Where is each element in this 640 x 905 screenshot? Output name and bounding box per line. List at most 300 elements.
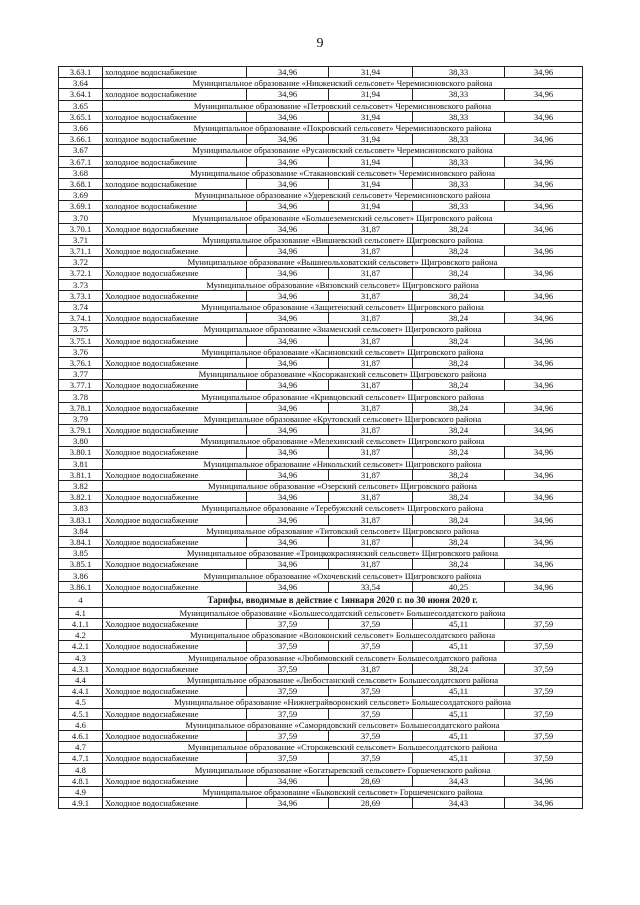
tariff-value-4: 34,96 [505,581,583,592]
service-name: Холодное водоснабжение [103,335,247,346]
tariff-value-4: 34,96 [505,223,583,234]
row-code: 3.82 [59,480,103,491]
municipality-title: Муниципальное образование «Удеревский сельсовет» Черемисиновского района [103,190,583,201]
municipality-row [59,234,583,245]
row-code: 3.79.1 [59,425,103,436]
tariff-value-1: 34,96 [247,536,329,547]
tariff-value-1: 34,96 [247,559,329,570]
tariff-value-4: 34,96 [505,201,583,212]
tariff-value-1: 34,96 [247,469,329,480]
tariff-value-1: 34,96 [247,492,329,503]
municipality-title: Муниципальное образование «Вишневский сельсовет» Щигровского района [103,234,583,245]
row-code: 4.7 [59,742,103,753]
tariff-value-2: 31,94 [329,156,413,167]
tariff-value-4: 34,96 [505,380,583,391]
tariff-row [59,730,583,741]
tariff-value-3: 34,43 [413,775,505,786]
municipality-row [59,369,583,380]
row-code: 3.72.1 [59,268,103,279]
service-name: Холодное водоснабжение [103,380,247,391]
row-code: 3.70 [59,212,103,223]
municipality-row [59,436,583,447]
municipality-title: Муниципальное образование «Покровский сельсовет» Черемисиновского района [103,122,583,133]
tariff-value-3: 38,33 [413,67,505,78]
row-code: 3.70.1 [59,223,103,234]
service-name: Холодное водоснабжение [103,514,247,525]
tariff-value-3: 38,24 [413,268,505,279]
row-code: 3.69 [59,190,103,201]
tariff-value-3: 38,24 [413,290,505,301]
tariff-row [59,775,583,786]
tariff-value-2: 31,94 [329,111,413,122]
municipality-title: Муниципальное образование «Титовский сельсовет» Щигровского района [103,525,583,536]
tariff-value-4: 34,96 [505,469,583,480]
tariff-value-1: 34,96 [247,201,329,212]
municipality-title: Муниципальное образование «Никольский сельсовет» Щигровского района [103,458,583,469]
row-code: 3.68.1 [59,178,103,189]
municipality-row [59,697,583,708]
tariff-row [59,134,583,145]
tariff-value-3: 38,33 [413,156,505,167]
municipality-title: Муниципальное образование «Нижнеграйворонский сельсовет» Большесолдатского района [103,697,583,708]
tariff-value-1: 34,96 [247,514,329,525]
row-code: 4.9.1 [59,798,103,809]
tariff-value-3: 38,33 [413,134,505,145]
service-name: холодное водоснабжение [103,111,247,122]
tariff-row [59,335,583,346]
municipality-row [59,764,583,775]
municipality-row [59,346,583,357]
service-name: Холодное водоснабжение [103,619,247,630]
service-name: Холодное водоснабжение [103,357,247,368]
tariff-value-2: 37,59 [329,730,413,741]
row-code: 3.86.1 [59,581,103,592]
municipality-title: Муниципальное образование «Охочевский сельсовет» Щигровского района [103,570,583,581]
row-code: 4.1.1 [59,619,103,630]
row-code: 3.78.1 [59,402,103,413]
tariff-row [59,536,583,547]
municipality-row [59,413,583,424]
tariff-value-1: 34,96 [247,775,329,786]
municipality-title: Муниципальное образование «Стакановский сельсовет» Черемисиновского района [103,167,583,178]
tariff-value-4: 34,96 [505,290,583,301]
row-code: 3.84.1 [59,536,103,547]
municipality-row [59,607,583,618]
tariff-value-3: 38,24 [413,469,505,480]
row-code: 3.83 [59,503,103,514]
tariff-row [59,402,583,413]
municipality-title: Муниципальное образование «Любимовский сельсовет» Большесолдатского района [103,652,583,663]
municipality-row [59,570,583,581]
service-name: Холодное водоснабжение [103,730,247,741]
municipality-row [59,100,583,111]
municipality-row [59,301,583,312]
tariff-value-3: 40,25 [413,581,505,592]
tariff-value-3: 34,43 [413,798,505,809]
service-name: Холодное водоснабжение [103,798,247,809]
row-code: 4.3.1 [59,663,103,674]
municipality-row [59,719,583,730]
row-code: 3.65 [59,100,103,111]
tariff-value-3: 38,24 [413,425,505,436]
service-name: Холодное водоснабжение [103,663,247,674]
row-code: 3.71.1 [59,246,103,257]
tariff-value-1: 37,59 [247,619,329,630]
tariff-value-2: 31,87 [329,357,413,368]
row-code: 4.6 [59,719,103,730]
tariff-row [59,178,583,189]
municipality-title: Муниципальное образование «Петровский сельсовет» Черемисиновского района [103,100,583,111]
tariff-value-4: 34,96 [505,447,583,458]
service-name: Холодное водоснабжение [103,641,247,652]
municipality-row [59,548,583,559]
tariff-row [59,357,583,368]
service-name: холодное водоснабжение [103,201,247,212]
tariff-value-1: 34,96 [247,357,329,368]
service-name: Холодное водоснабжение [103,313,247,324]
tariff-value-4: 34,96 [505,775,583,786]
row-code: 3.63.1 [59,67,103,78]
row-code: 3.84 [59,525,103,536]
municipality-row [59,674,583,685]
tariff-value-2: 31,87 [329,290,413,301]
tariff-value-3: 45,11 [413,753,505,764]
tariff-row [59,514,583,525]
row-code: 3.77 [59,369,103,380]
service-name: Холодное водоснабжение [103,492,247,503]
tariff-value-4: 34,96 [505,335,583,346]
row-code: 4.5.1 [59,708,103,719]
tariff-row [59,708,583,719]
row-code: 3.73.1 [59,290,103,301]
row-code: 3.78 [59,391,103,402]
service-name: Холодное водоснабжение [103,402,247,413]
municipality-row [59,279,583,290]
row-code: 3.68 [59,167,103,178]
tariff-value-1: 34,96 [247,335,329,346]
tariff-value-4: 37,59 [505,663,583,674]
tariff-row [59,641,583,652]
tariff-value-2: 28,69 [329,775,413,786]
service-name: Холодное водоснабжение [103,469,247,480]
service-name: холодное водоснабжение [103,67,247,78]
municipality-row [59,391,583,402]
tariff-value-4: 34,96 [505,514,583,525]
service-name: холодное водоснабжение [103,178,247,189]
row-code: 3.74.1 [59,313,103,324]
tariff-value-4: 34,96 [505,402,583,413]
tariff-value-2: 31,87 [329,514,413,525]
service-name: Холодное водоснабжение [103,425,247,436]
municipality-title: Муниципальное образование «Вышнеольховатский сельсовет» Щигровского района [103,257,583,268]
municipality-title: Муниципальное образование «Никженский сельсовет» Черемисиновского района [103,78,583,89]
tariff-value-4: 34,96 [505,111,583,122]
tariff-value-2: 37,59 [329,753,413,764]
tariff-value-4: 37,59 [505,730,583,741]
tariff-row [59,663,583,674]
municipality-title: Муниципальное образование «Мелехинский сельсовет» Щигровского района [103,436,583,447]
tariff-value-2: 31,94 [329,89,413,100]
tariff-value-2: 31,87 [329,663,413,674]
tariff-value-1: 34,96 [247,798,329,809]
tariff-value-4: 34,96 [505,134,583,145]
municipality-title: Муниципальное образование «Защитенский сельсовет» Щигровского района [103,301,583,312]
municipality-title: Муниципальное образование «Озерский сельсовет» Щигровского района [103,480,583,491]
tariff-value-1: 34,96 [247,67,329,78]
municipality-title: Муниципальное образование «Большеземенский сельсовет» Щигровского района [103,212,583,223]
row-code: 3.85 [59,548,103,559]
tariff-row [59,469,583,480]
row-code: 4.4.1 [59,686,103,697]
tariff-value-1: 34,96 [247,447,329,458]
municipality-row [59,212,583,223]
tariff-value-2: 31,87 [329,492,413,503]
municipality-row [59,122,583,133]
tariff-value-2: 31,87 [329,223,413,234]
tariff-value-1: 34,96 [247,178,329,189]
tariff-value-1: 34,96 [247,89,329,100]
tariff-value-2: 31,94 [329,67,413,78]
municipality-row [59,786,583,797]
municipality-title: Муниципальное образование «Троицкокраснянский сельсовет» Щигровского района [103,548,583,559]
tariff-table [58,66,583,809]
tariff-value-2: 31,87 [329,335,413,346]
tariff-row [59,686,583,697]
tariff-row [59,290,583,301]
tariff-value-2: 37,59 [329,708,413,719]
tariff-value-3: 38,33 [413,178,505,189]
tariff-value-2: 31,87 [329,559,413,570]
service-name: Холодное водоснабжение [103,223,247,234]
row-code: 4.5 [59,697,103,708]
tariff-row [59,380,583,391]
section-header-row [59,592,583,607]
tariff-value-2: 31,87 [329,313,413,324]
service-name: холодное водоснабжение [103,156,247,167]
row-code: 3.66 [59,122,103,133]
municipality-row [59,480,583,491]
tariff-row [59,201,583,212]
tariff-row [59,268,583,279]
tariff-value-2: 31,87 [329,380,413,391]
tariff-value-3: 38,24 [413,536,505,547]
tariff-value-1: 34,96 [247,111,329,122]
row-code: 3.75.1 [59,335,103,346]
tariff-row [59,559,583,570]
row-code: 3.82.1 [59,492,103,503]
tariff-value-3: 38,24 [413,447,505,458]
tariff-value-3: 38,33 [413,89,505,100]
row-code: 3.79 [59,413,103,424]
tariff-value-1: 34,96 [247,290,329,301]
row-code: 3.80.1 [59,447,103,458]
tariff-value-3: 38,33 [413,111,505,122]
tariff-value-3: 38,24 [413,492,505,503]
tariff-row [59,313,583,324]
service-name: Холодное водоснабжение [103,581,247,592]
row-code: 3.67.1 [59,156,103,167]
tariff-row [59,581,583,592]
tariff-value-3: 38,24 [413,335,505,346]
tariff-value-2: 37,59 [329,686,413,697]
tariff-value-1: 34,96 [247,246,329,257]
tariff-row [59,111,583,122]
service-name: Холодное водоснабжение [103,268,247,279]
row-code: 3.80 [59,436,103,447]
municipality-row [59,257,583,268]
tariff-value-1: 34,96 [247,425,329,436]
row-code: 4.8 [59,764,103,775]
tariff-value-1: 34,96 [247,134,329,145]
row-code: 4.3 [59,652,103,663]
page-number: 9 [316,36,324,51]
tariff-value-1: 34,96 [247,581,329,592]
tariff-value-2: 31,87 [329,536,413,547]
tariff-value-3: 38,24 [413,246,505,257]
municipality-row [59,742,583,753]
tariff-value-2: 37,59 [329,641,413,652]
tariff-value-4: 34,96 [505,536,583,547]
tariff-value-2: 31,87 [329,268,413,279]
municipality-title: Муниципальное образование «Волоконский сельсовет» Большесолдатского района [103,630,583,641]
row-code: 3.74 [59,301,103,312]
municipality-title: Муниципальное образование «Знаменский сельсовет» Щигровского района [103,324,583,335]
row-code: 4.6.1 [59,730,103,741]
tariff-value-1: 37,59 [247,686,329,697]
municipality-title: Муниципальное образование «Касиновский сельсовет» Щигровского района [103,346,583,357]
municipality-title: Муниципальное образование «Крутовский сельсовет» Щигровского района [103,413,583,424]
municipality-row [59,630,583,641]
tariff-value-3: 38,24 [413,357,505,368]
tariff-value-1: 37,59 [247,730,329,741]
tariff-value-2: 31,87 [329,425,413,436]
row-code: 3.81 [59,458,103,469]
tariff-value-4: 34,96 [505,492,583,503]
service-name: Холодное водоснабжение [103,753,247,764]
municipality-title: Муниципальное образование «Теребужский сельсовет» Щигровского района [103,503,583,514]
tariff-value-3: 38,33 [413,201,505,212]
municipality-title: Муниципальное образование «Богатыревский сельсовет» Горшеченского района [103,764,583,775]
row-code: 3.83.1 [59,514,103,525]
row-code: 4.8.1 [59,775,103,786]
service-name: Холодное водоснабжение [103,536,247,547]
tariff-value-3: 38,24 [413,514,505,525]
municipality-row [59,458,583,469]
tariff-value-4: 34,96 [505,357,583,368]
municipality-title: Муниципальное образование «Вязовский сельсовет» Щигровского района [103,279,583,290]
tariff-row [59,89,583,100]
service-name: Холодное водоснабжение [103,775,247,786]
tariff-value-4: 34,96 [505,313,583,324]
tariff-value-3: 38,24 [413,402,505,413]
tariff-value-3: 38,24 [413,559,505,570]
tariff-value-3: 45,11 [413,708,505,719]
tariff-value-2: 31,87 [329,447,413,458]
row-code: 3.75 [59,324,103,335]
row-code: 3.69.1 [59,201,103,212]
row-code: 3.64 [59,78,103,89]
municipality-row [59,503,583,514]
tariff-value-1: 34,96 [247,313,329,324]
tariff-row [59,798,583,809]
row-code: 3.66.1 [59,134,103,145]
tariff-value-3: 38,24 [413,663,505,674]
tariff-row [59,223,583,234]
municipality-row [59,652,583,663]
tariff-value-4: 34,96 [505,67,583,78]
tariff-value-1: 34,96 [247,223,329,234]
row-code: 4.2.1 [59,641,103,652]
tariff-value-1: 37,59 [247,641,329,652]
tariff-value-2: 31,94 [329,178,413,189]
section-title: Тарифы, вводимые в действие с 1января 2020 г. по 30 июня 2020 г. [103,592,583,607]
tariff-value-2: 31,94 [329,201,413,212]
service-name: Холодное водоснабжение [103,447,247,458]
tariff-row [59,156,583,167]
tariff-row [59,246,583,257]
service-name: Холодное водоснабжение [103,708,247,719]
tariff-value-2: 31,87 [329,246,413,257]
municipality-row [59,167,583,178]
municipality-row [59,525,583,536]
row-code: 3.76 [59,346,103,357]
tariff-value-3: 45,11 [413,730,505,741]
tariff-value-2: 31,94 [329,134,413,145]
tariff-row [59,619,583,630]
row-code: 3.76.1 [59,357,103,368]
tariff-value-2: 37,59 [329,619,413,630]
tariff-value-4: 34,96 [505,425,583,436]
tariff-value-1: 37,59 [247,753,329,764]
tariff-value-1: 37,59 [247,663,329,674]
tariff-value-4: 37,59 [505,753,583,764]
service-name: холодное водоснабжение [103,89,247,100]
tariff-value-4: 34,96 [505,246,583,257]
row-code: 4 [59,592,103,607]
municipality-title: Муниципальное образование «Саморядовский сельсовет» Большесолдатского района [103,719,583,730]
municipality-row [59,324,583,335]
row-code: 3.67 [59,145,103,156]
tariff-row [59,425,583,436]
tariff-value-4: 34,96 [505,559,583,570]
tariff-value-4: 34,96 [505,156,583,167]
tariff-value-3: 38,24 [413,223,505,234]
row-code: 3.73 [59,279,103,290]
tariff-value-4: 34,96 [505,268,583,279]
service-name: Холодное водоснабжение [103,246,247,257]
municipality-title: Муниципальное образование «Косоржанский сельсовет» Щигровского района [103,369,583,380]
municipality-title: Муниципальное образование «Русановский сельсовет» Черемисиновского района [103,145,583,156]
tariff-value-4: 37,59 [505,641,583,652]
municipality-row [59,190,583,201]
tariff-value-4: 34,96 [505,798,583,809]
tariff-value-2: 31,87 [329,402,413,413]
tariff-value-4: 34,96 [505,89,583,100]
tariff-value-2: 33,54 [329,581,413,592]
municipality-title: Муниципальное образование «Кривцовский сельсовет» Щигровского района [103,391,583,402]
tariff-value-2: 31,87 [329,469,413,480]
tariff-value-1: 34,96 [247,268,329,279]
municipality-row [59,145,583,156]
tariff-row [59,753,583,764]
row-code: 3.71 [59,234,103,245]
tariff-table-body [59,67,583,809]
tariff-value-3: 45,11 [413,619,505,630]
row-code: 3.72 [59,257,103,268]
municipality-title: Муниципальное образование «Сторожевский сельсовет» Большесолдатского района [103,742,583,753]
row-code: 3.86 [59,570,103,581]
row-code: 3.64.1 [59,89,103,100]
